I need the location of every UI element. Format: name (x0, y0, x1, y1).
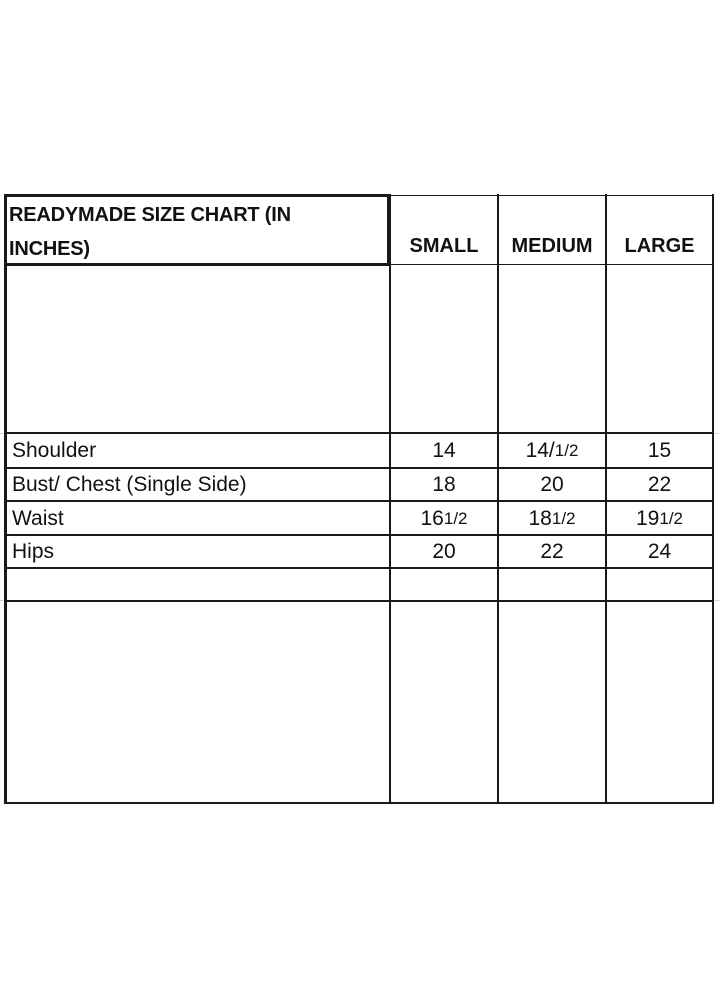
header-size-top-border (389, 195, 714, 196)
hips-small: 20 (432, 540, 456, 563)
waist-small (391, 502, 497, 534)
shoulder-small: 14 (432, 439, 456, 462)
shoulder-medium-fraction: 1/2 (554, 441, 579, 460)
chart-title (9, 198, 379, 266)
waist-medium (499, 502, 605, 534)
hips-large: 24 (647, 540, 672, 563)
size-header-large: LARGE (624, 235, 695, 257)
size-header-small: SMALL (409, 235, 479, 257)
row-label-bust-chest: Bust/ Chest (Single Side) (12, 473, 247, 496)
row-label-hips: Hips (12, 540, 55, 563)
bust-small: 18 (432, 473, 456, 496)
bust-large: 22 (647, 473, 672, 496)
chart-title-line-2: INCHES) (9, 238, 90, 260)
table-bottom-border (4, 802, 714, 804)
waist-large-fraction: 1/2 (659, 508, 683, 528)
row-label-waist: Waist (12, 506, 64, 530)
size-header-medium: MEDIUM (511, 235, 593, 257)
waist-large (607, 502, 712, 534)
shoulder-medium-main: 14/ (525, 439, 555, 462)
row-line-empty-bottom (4, 600, 714, 602)
waist-large-main: 19 (636, 506, 660, 530)
waist-medium-fraction: 1/2 (551, 508, 576, 528)
waist-medium-main: 18 (528, 506, 552, 530)
waist-small-fraction: 1/2 (443, 508, 468, 528)
row-label-shoulder: Shoulder (12, 439, 97, 462)
row-line-hips-bottom (4, 567, 714, 569)
shoulder-medium (499, 434, 605, 467)
header-size-bottom-border (389, 264, 714, 265)
hips-medium: 22 (540, 540, 564, 563)
shoulder-large: 15 (647, 439, 672, 462)
spacer-grid-line (714, 433, 720, 434)
bust-medium: 20 (540, 473, 564, 496)
right-border (712, 194, 714, 803)
waist-small-main: 16 (420, 506, 444, 530)
chart-title-line-1: READYMADE SIZE CHART (IN (9, 204, 291, 226)
spacer-grid-line (714, 600, 720, 601)
header-top-border (4, 194, 389, 197)
